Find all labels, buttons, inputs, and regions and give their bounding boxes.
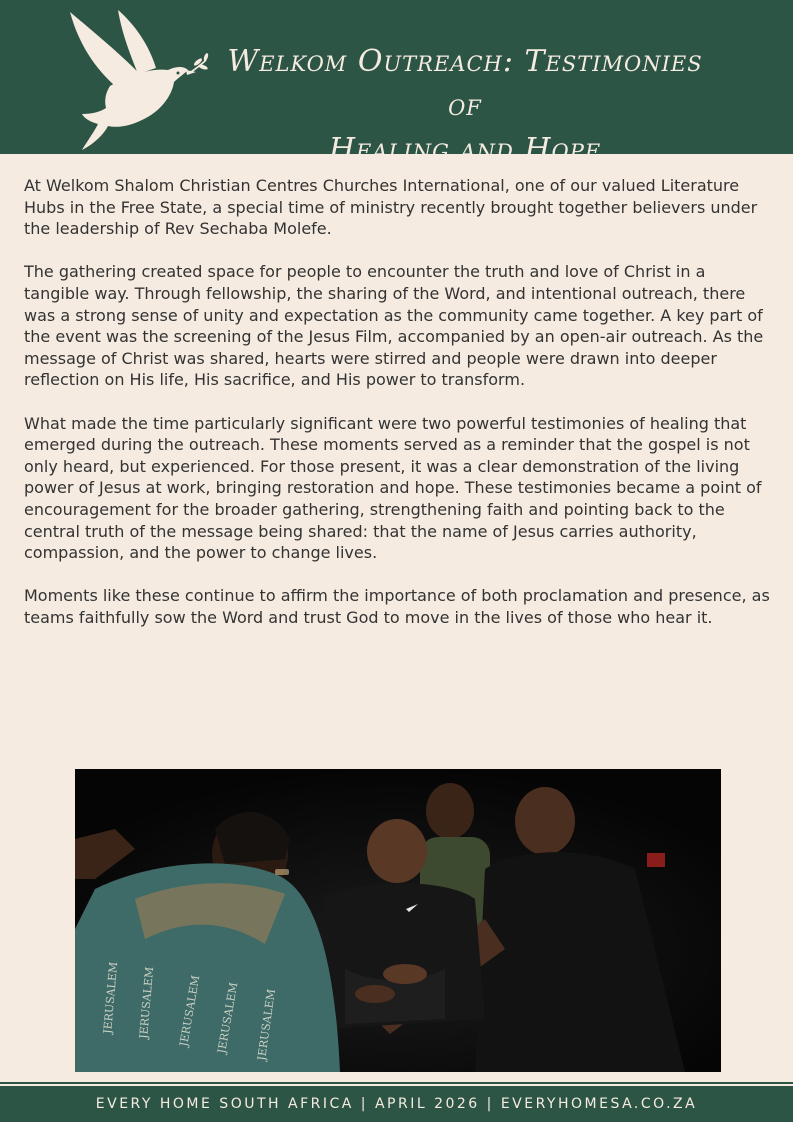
paragraph-testimonies: What made the time particularly significant were two powerful testimonies of healing that emerged during the outreach. These moments served as a reminder that the gospel is not only heard, but experienced. For those present, it was a clear demonstration of the living power of Jesus at work, bringing restoration and hope. These testimonies became a point of encouragement for the broader gathering, strengthening faith and pointing back to the central truth of the message being shared: that the name of Jesus carries authority, compassion, and the power to change lives. [24,413,762,563]
title-line-2: Healing and Hope [328,132,602,167]
shawl-text-2: JERUSALEM [137,966,157,1040]
page-title [210,40,720,172]
shawl-text-5: JERUSALEM [255,988,279,1062]
page-header [0,0,793,167]
page-footer [0,1086,793,1122]
footer-divider [0,1082,793,1084]
prayer-scene-illustration [75,769,721,1072]
dove-icon [60,4,210,152]
shawl-text-4: JERUSALEM [215,981,241,1055]
footer-text: EVERY HOME SOUTH AFRICA | APRIL 2026 | EVERYHOMESA.CO.ZA [95,1096,698,1112]
shawl-text-1: JERUSALEM [101,961,121,1035]
paragraph-intro: At Welkom Shalom Christian Centres Churches International, one of our valued Literature Hubs in the Free State, a special time of ministry recently brought together believers under the leadership of Rev Sechaba Molefe. [24,176,758,239]
paragraph-gathering: The gathering created space for people to encounter the truth and love of Christ in a tangible way. Through fellowship, the sharing of the Word, and intentional outreach, there was a strong sense of unity and expectation as the community came together. A key part of the event was the screening of the Jesus Film, accompanied by an open-air outreach. As the message of Christ was shared, hearts were stirred and people were drawn into deeper reflection on His life, His sacrifice, and His power to transform. [24,262,764,390]
paragraph-closing: Moments like these continue to affirm the importance of both proclamation and presence, as teams faithfully sow the Word and trust God to move in the lives of those who hear it. [24,586,770,627]
shawl-text-3: JERUSALEM [177,974,203,1048]
outreach-photo [75,769,721,1072]
title-line-1: Welkom Outreach: Testimonies of [227,44,703,123]
article-body [24,175,774,650]
